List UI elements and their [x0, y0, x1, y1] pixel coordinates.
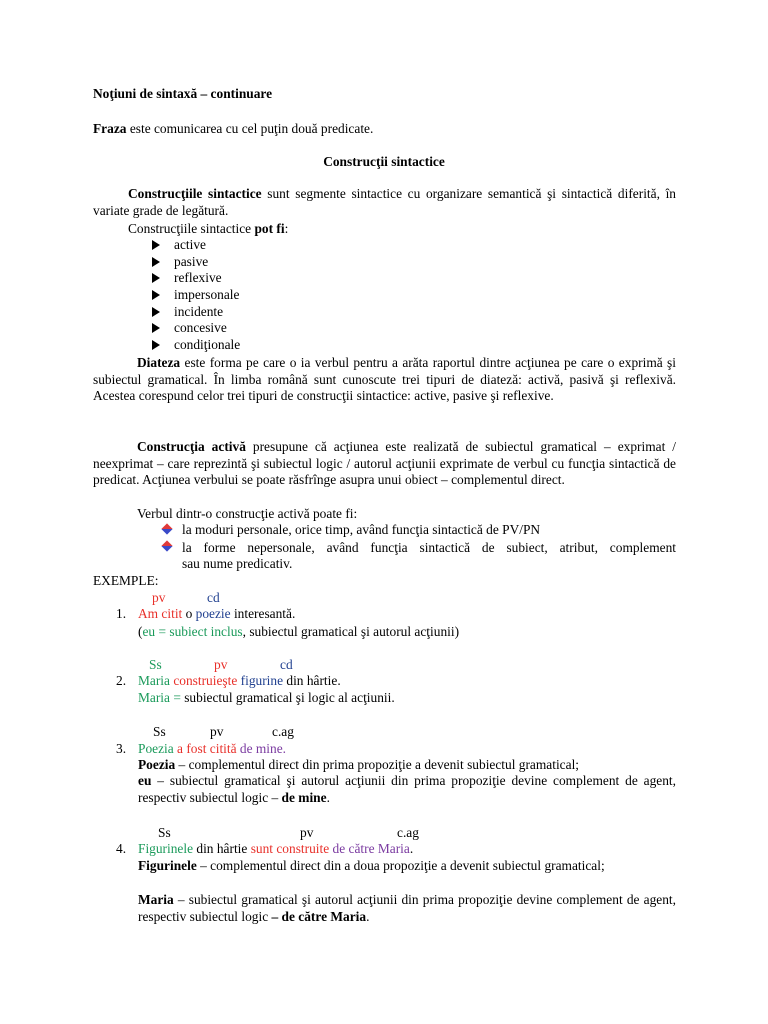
note-bold: – de către Maria	[271, 908, 367, 924]
example-3-note-1	[138, 757, 579, 773]
predicate: construieşte	[169, 673, 241, 688]
note-text: – complementul direct din a doua propoziţie a devenit subiectul gramatical;	[196, 858, 605, 873]
note-text: – complementul direct din prima propoziţie a devenit subiectul gramatical;	[175, 757, 580, 772]
agent-complement: de către Maria	[329, 841, 410, 856]
diamond-bullet-icon	[161, 540, 172, 551]
example-number: 1.	[116, 606, 127, 621]
sentence-end: .	[409, 841, 414, 856]
subject: Maria	[138, 673, 170, 688]
label-ss: Ss	[153, 724, 166, 739]
diateza-paragraph	[93, 355, 676, 405]
note-end: .	[326, 789, 330, 805]
types-lead-colon: :	[284, 221, 289, 236]
example-3-note-2	[138, 773, 676, 806]
note-text: – subiectul gramatical şi autorul acţiunii din prima propoziţie devine complement de agent, respectiv subiectul logic –	[138, 773, 676, 805]
example-4-note-2	[138, 892, 676, 925]
direct-object: figurine	[240, 673, 284, 688]
list-item: pasive	[174, 254, 209, 269]
intro-term: Construcţiile sintactice	[128, 186, 262, 201]
example-1-explanation	[138, 624, 459, 640]
types-lead-bold: pot fi	[254, 221, 285, 236]
diateza-text: este forma pe care o ia verbul pentru a arăta raportul dintre acţiunea pe care o exprimă şi subiectul gramatical. În limba română sunt cunoscute trei tipuri de diateză: activă, pasivă şi reflexivă. Acestea corespund celor trei tipuri de construcţii sintactice: active, pasive şi reflexive.	[93, 355, 676, 404]
note-text: – subiectul gramatical şi autorul acţiunii din prima propoziţie devine complement de agent, respectiv subiectul logic	[138, 892, 676, 924]
label-cd: cd	[207, 590, 220, 605]
sentence-end: .	[282, 741, 287, 756]
list-item: active	[174, 237, 206, 252]
fraza-term: Fraza	[93, 121, 127, 136]
example-4-note-1	[138, 858, 676, 875]
example-2-sentence	[138, 673, 341, 689]
explanation-text: subiectul gramatical şi logic al acţiunii.	[180, 690, 395, 705]
arrow-bullet-icon	[152, 273, 160, 283]
subject-note: eu = subiect inclus	[142, 624, 243, 639]
predicate: a fost citită	[173, 741, 240, 756]
note-term: Figurinele	[138, 858, 197, 873]
examples-label: EXEMPLE:	[93, 573, 159, 588]
note-term: Poezia	[138, 757, 176, 772]
diamond-bullet-icon	[161, 523, 172, 534]
subject: Figurinele	[138, 841, 194, 856]
paren-open: (	[138, 624, 143, 639]
list-item: concesive	[174, 320, 227, 335]
label-cag: c.ag	[272, 724, 294, 739]
verb-form-item-continued: sau nume predicativ.	[182, 556, 293, 571]
activa-term: Construcţia activă	[137, 439, 246, 454]
article: o	[182, 606, 196, 621]
verb-form-item: la moduri personale, orice timp, având funcţia sintactică de PV/PN	[182, 522, 541, 537]
arrow-bullet-icon	[152, 240, 160, 250]
label-pv: pv	[152, 590, 166, 605]
example-number: 2.	[116, 673, 127, 688]
label-pv: pv	[300, 825, 314, 840]
subject-note: Maria =	[138, 690, 181, 705]
label-cd: cd	[280, 657, 293, 672]
sentence-end: interesantă.	[230, 606, 296, 621]
note-term: Maria	[138, 892, 174, 907]
arrow-bullet-icon	[152, 290, 160, 300]
arrow-bullet-icon	[152, 323, 160, 333]
list-item: reflexive	[174, 270, 222, 285]
fraza-text: este comunicarea cu cel puţin două predicate.	[126, 121, 374, 136]
label-cag: c.ag	[397, 825, 419, 840]
types-lead	[128, 221, 288, 237]
list-item: condiţionale	[174, 337, 241, 352]
example-2-explanation	[138, 690, 395, 706]
arrow-bullet-icon	[152, 307, 160, 317]
note-bold: de mine	[281, 789, 327, 805]
arrow-bullet-icon	[152, 257, 160, 267]
verb-form-item: la forme nepersonale, având funcţia sintactică de subiect, atribut, complement	[182, 540, 676, 555]
agent-complement: de mine	[239, 741, 283, 756]
example-3-sentence	[138, 741, 286, 757]
subject: Poezia	[138, 741, 174, 756]
diateza-term: Diateza	[137, 355, 181, 370]
sentence-end: din hârtie.	[283, 673, 341, 688]
arrow-bullet-icon	[152, 340, 160, 350]
fraza-definition	[93, 121, 373, 137]
note-term: eu	[138, 773, 152, 788]
page-heading: Noţiuni de sintaxă – continuare	[93, 86, 273, 101]
label-pv: pv	[214, 657, 228, 672]
explanation-text: , subiectul gramatical şi autorul acţiunii)	[242, 624, 460, 639]
example-number: 4.	[116, 841, 127, 856]
activa-paragraph	[93, 439, 676, 489]
types-lead-text: Construcţiile sintactice	[128, 221, 255, 236]
example-1-sentence	[138, 606, 295, 622]
attribute: din hârtie	[193, 841, 251, 856]
label-pv: pv	[210, 724, 224, 739]
predicate: Am citit	[138, 606, 183, 621]
section-title: Construcţii sintactice	[323, 154, 445, 169]
activa-text: presupune că acţiunea este realizată de subiectul gramatical – exprimat / neexprimat – care reprezintă şi subiectul logic / autorul acţiunii exprimate de verbul cu funcţia sintactică de predicat. Acţiunea verbului se poate răsfrînge asupra unui obiect – complementul direct.	[93, 439, 676, 488]
example-4-sentence	[138, 841, 413, 857]
predicate: sunt construite	[250, 841, 330, 856]
direct-object: poezie	[195, 606, 231, 621]
label-ss: Ss	[149, 657, 162, 672]
example-number: 3.	[116, 741, 127, 756]
label-ss: Ss	[158, 825, 171, 840]
list-item: incidente	[174, 304, 224, 319]
note-end: .	[366, 908, 370, 924]
list-item: impersonale	[174, 287, 240, 302]
intro-text: sunt segmente sintactice cu organizare semantică şi sintactică diferită, în variate grade de legătură.	[93, 186, 676, 218]
intro-paragraph	[93, 186, 676, 219]
verb-lead: Verbul dintr-o construcţie activă poate fi:	[137, 506, 358, 521]
